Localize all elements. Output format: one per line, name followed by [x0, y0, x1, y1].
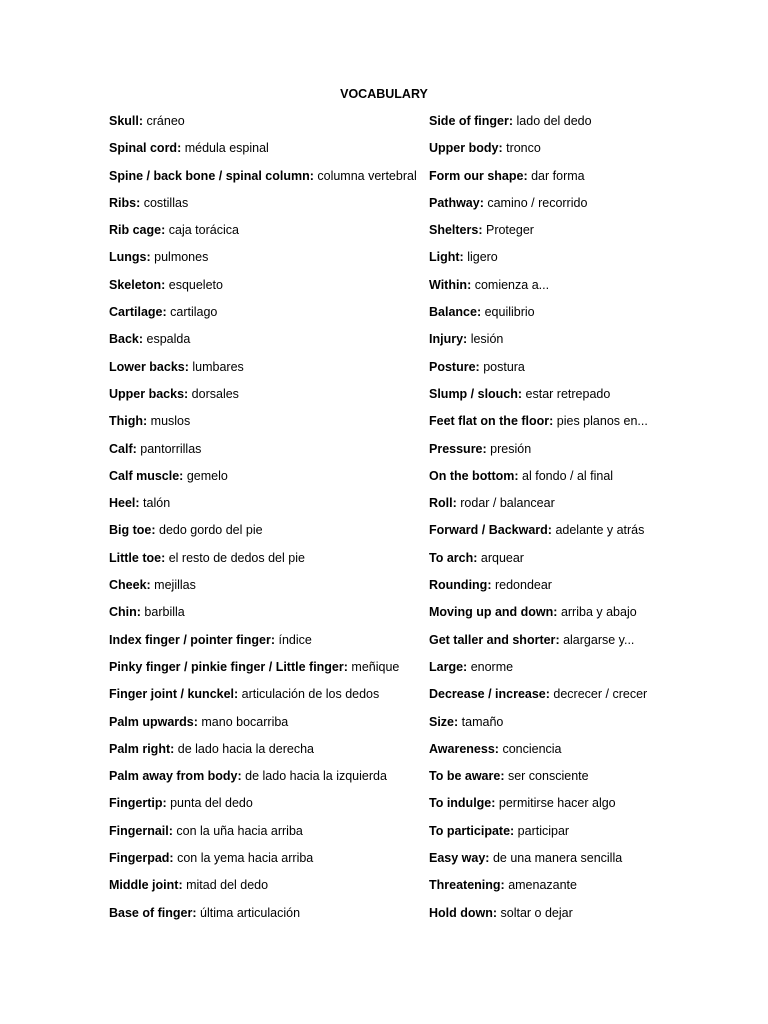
- vocabulary-translation: tronco: [506, 141, 541, 156]
- vocabulary-term: Fingernail: [109, 823, 169, 838]
- vocabulary-term: Index finger / pointer finger: [109, 632, 271, 647]
- vocabulary-entry: [429, 248, 759, 275]
- vocabulary-entry: [429, 194, 759, 221]
- vocabulary-translation: estar retrepado: [525, 386, 611, 401]
- vocabulary-entry: [109, 576, 429, 603]
- term-separator: :: [309, 168, 318, 183]
- vocabulary-entry: [429, 849, 759, 876]
- term-separator: :: [161, 223, 169, 238]
- vocabulary-translation: caja torácica: [168, 223, 239, 238]
- vocabulary-translation: adelante y atrás: [555, 523, 645, 538]
- vocabulary-entry: [109, 139, 429, 166]
- vocabulary-term: Little toe: [109, 550, 162, 565]
- vocabulary-term: Spinal cord: [109, 141, 178, 156]
- term-separator: :: [184, 359, 193, 374]
- vocabulary-translation: presión: [490, 441, 532, 456]
- vocabulary-translation: talón: [143, 496, 171, 511]
- term-separator: :: [162, 305, 171, 320]
- vocabulary-entry: [429, 631, 759, 658]
- vocabulary-translation: mano bocarriba: [201, 714, 289, 729]
- vocabulary-entry: [429, 521, 759, 548]
- vocabulary-term: Forward / Backward: [429, 523, 548, 538]
- vocabulary-translation: mitad del dedo: [186, 878, 269, 893]
- vocabulary-translation: participar: [517, 823, 570, 838]
- term-separator: :: [136, 605, 145, 620]
- vocabulary-entry: [109, 112, 429, 139]
- term-separator: :: [479, 195, 488, 210]
- vocabulary-column-left: [109, 112, 429, 931]
- vocabulary-entry: [429, 303, 759, 330]
- vocabulary-entry: [109, 276, 429, 303]
- vocabulary-entry: [109, 521, 429, 548]
- vocabulary-entry: [429, 904, 759, 931]
- term-separator: :: [143, 414, 151, 429]
- vocabulary-entry: [109, 658, 429, 685]
- vocabulary-translation: amenazante: [508, 878, 577, 893]
- vocabulary-column-right: [429, 112, 759, 931]
- term-separator: :: [459, 250, 468, 265]
- vocabulary-entry: [429, 767, 759, 794]
- vocabulary-term: Light: [429, 250, 460, 265]
- vocabulary-term: Posture: [429, 359, 476, 374]
- term-separator: :: [508, 114, 517, 128]
- term-separator: :: [454, 714, 462, 729]
- vocabulary-term: Moving up and down: [429, 605, 554, 620]
- vocabulary-translation: camino / recorrido: [487, 195, 588, 210]
- vocabulary-term: Finger joint / kunckel: [109, 687, 235, 702]
- vocabulary-entry: [109, 167, 429, 194]
- vocabulary-translation: de lado hacia la izquierda: [245, 769, 387, 784]
- term-separator: :: [343, 659, 352, 674]
- vocabulary-entry: [109, 631, 429, 658]
- vocabulary-translation: pulmones: [154, 250, 209, 265]
- vocabulary-entry: [429, 685, 759, 712]
- vocabulary-term: Cheek: [109, 578, 147, 593]
- term-separator: :: [234, 687, 242, 702]
- vocabulary-entry: [429, 139, 759, 166]
- term-separator: :: [485, 851, 493, 866]
- term-separator: :: [478, 223, 486, 238]
- vocabulary-term: Shelters: [429, 223, 479, 238]
- vocabulary-translation: columna vertebral: [317, 168, 417, 183]
- vocabulary-term: Cartilage: [109, 305, 163, 320]
- term-separator: :: [161, 550, 169, 565]
- term-separator: :: [523, 168, 532, 183]
- term-separator: :: [492, 905, 501, 920]
- term-separator: :: [510, 823, 518, 838]
- term-separator: :: [162, 796, 171, 811]
- vocabulary-translation: alargarse y...: [563, 632, 635, 647]
- term-separator: :: [135, 496, 144, 511]
- vocabulary-term: Feet flat on the floor: [429, 414, 550, 429]
- vocabulary-entry: [429, 794, 759, 821]
- vocabulary-entry: [429, 276, 759, 303]
- vocabulary-entry: [109, 385, 429, 412]
- vocabulary-entry: [429, 467, 759, 494]
- vocabulary-entry: [109, 740, 429, 767]
- vocabulary-term: Back: [109, 332, 139, 347]
- vocabulary-entry: [429, 494, 759, 521]
- vocabulary-term: Base of finger: [109, 905, 193, 920]
- vocabulary-entry: [429, 412, 759, 439]
- term-separator: :: [178, 878, 187, 893]
- vocabulary-term: Chin: [109, 605, 137, 620]
- term-separator: :: [500, 769, 508, 784]
- term-separator: :: [500, 878, 509, 893]
- term-separator: :: [270, 632, 279, 647]
- vocabulary-translation: cartilago: [170, 305, 218, 320]
- vocabulary-entry: [109, 849, 429, 876]
- vocabulary-entry: [109, 194, 429, 221]
- term-separator: :: [184, 386, 192, 401]
- term-separator: :: [146, 250, 155, 265]
- vocabulary-term: Lungs: [109, 250, 147, 265]
- vocabulary-entry: [109, 221, 429, 248]
- vocabulary-entry: [429, 440, 759, 467]
- vocabulary-term: Form our shape: [429, 168, 524, 183]
- vocabulary-term: Heel: [109, 496, 136, 511]
- term-separator: :: [491, 796, 499, 811]
- vocabulary-entry: [109, 876, 429, 903]
- term-separator: :: [136, 195, 144, 210]
- vocabulary-term: Pathway: [429, 195, 480, 210]
- vocabulary-term: Big toe: [109, 523, 152, 538]
- vocabulary-entry: [429, 549, 759, 576]
- term-separator: :: [138, 114, 147, 128]
- vocabulary-entry: [109, 822, 429, 849]
- vocabulary-translation: lesión: [470, 332, 504, 347]
- vocabulary-translation: esqueleto: [168, 277, 223, 292]
- term-separator: :: [494, 741, 503, 756]
- vocabulary-translation: con la uña hacia arriba: [176, 823, 303, 838]
- vocabulary-term: Pinky finger / pinkie finger / Little finger: [109, 659, 344, 674]
- vocabulary-term: Fingerpad: [109, 851, 170, 866]
- term-separator: :: [169, 851, 178, 866]
- vocabulary-term: Skeleton: [109, 277, 162, 292]
- vocabulary-translation: decrecer / crecer: [553, 687, 648, 702]
- vocabulary-translation: barbilla: [144, 605, 185, 620]
- vocabulary-term: Large: [429, 659, 464, 674]
- term-separator: :: [473, 550, 481, 565]
- vocabulary-translation: lumbares: [192, 359, 244, 374]
- vocabulary-term: On the bottom: [429, 468, 515, 483]
- vocabulary-term: Slump / slouch: [429, 386, 518, 401]
- vocabulary-translation: arquear: [480, 550, 524, 565]
- term-separator: :: [151, 523, 159, 538]
- vocabulary-translation: dar forma: [531, 168, 585, 183]
- term-separator: :: [555, 632, 564, 647]
- vocabulary-term: Ribs: [109, 195, 137, 210]
- vocabulary-term: Lower backs: [109, 359, 185, 374]
- vocabulary-translation: última articulación: [200, 905, 301, 920]
- page-title: VOCABULARY: [340, 87, 428, 101]
- vocabulary-translation: postura: [483, 359, 525, 374]
- vocabulary-term: Rib cage: [109, 223, 162, 238]
- vocabulary-entry: [429, 167, 759, 194]
- vocabulary-entry: [429, 330, 759, 357]
- vocabulary-translation: dedo gordo del pie: [159, 523, 263, 538]
- vocabulary-translation: rodar / balancear: [460, 496, 555, 511]
- vocabulary-entry: [109, 467, 429, 494]
- vocabulary-translation: médula espinal: [184, 141, 269, 156]
- vocabulary-translation: mejillas: [154, 578, 196, 593]
- vocabulary-term: Upper body: [429, 141, 499, 156]
- vocabulary-entry: [429, 822, 759, 849]
- vocabulary-entry: [109, 549, 429, 576]
- vocabulary-term: Within: [429, 277, 468, 292]
- vocabulary-translation: permitirse hacer algo: [498, 796, 616, 811]
- term-separator: :: [545, 687, 554, 702]
- term-separator: :: [467, 277, 475, 292]
- vocabulary-entry: [429, 876, 759, 903]
- vocabulary-term: Skull: [109, 114, 139, 128]
- vocabulary-entry: [109, 603, 429, 630]
- vocabulary-term: Side of finger: [429, 114, 509, 128]
- vocabulary-entry: [109, 412, 429, 439]
- vocabulary-term: To indulge: [429, 796, 492, 811]
- vocabulary-term: Roll: [429, 496, 453, 511]
- vocabulary-translation: con la yema hacia arriba: [177, 851, 314, 866]
- vocabulary-translation: punta del dedo: [170, 796, 253, 811]
- vocabulary-translation: ligero: [467, 250, 498, 265]
- vocabulary-translation: pies planos en...: [556, 414, 648, 429]
- vocabulary-translation: articulación de los dedos: [241, 687, 380, 702]
- vocabulary-term: Calf: [109, 441, 133, 456]
- vocabulary-translation: soltar o dejar: [500, 905, 573, 920]
- term-separator: :: [179, 468, 187, 483]
- vocabulary-term: Pressure: [429, 441, 483, 456]
- term-separator: :: [138, 332, 147, 347]
- vocabulary-translation: conciencia: [502, 741, 562, 756]
- term-separator: :: [482, 441, 491, 456]
- vocabulary-translation: tamaño: [461, 714, 504, 729]
- vocabulary-term: To participate: [429, 823, 511, 838]
- vocabulary-entry: [429, 740, 759, 767]
- vocabulary-entry: [109, 358, 429, 385]
- vocabulary-term: Calf muscle: [109, 468, 180, 483]
- vocabulary-term: Hold down: [429, 905, 493, 920]
- term-separator: :: [192, 905, 200, 920]
- vocabulary-term: Injury: [429, 332, 464, 347]
- vocabulary-term: Spine / back bone / spinal column: [109, 168, 310, 183]
- term-separator: :: [146, 578, 155, 593]
- term-separator: :: [161, 277, 169, 292]
- vocabulary-entry: [109, 767, 429, 794]
- vocabulary-entry: [429, 713, 759, 740]
- vocabulary-entry: [429, 221, 759, 248]
- term-separator: :: [170, 741, 178, 756]
- term-separator: :: [517, 386, 526, 401]
- vocabulary-term: Balance: [429, 305, 477, 320]
- vocabulary-entry: [109, 330, 429, 357]
- vocabulary-translation: gemelo: [186, 468, 228, 483]
- vocabulary-term: Middle joint: [109, 878, 179, 893]
- term-separator: :: [463, 332, 471, 347]
- term-separator: :: [476, 305, 485, 320]
- term-separator: :: [237, 769, 246, 784]
- vocabulary-entry: [429, 385, 759, 412]
- vocabulary-entry: [109, 794, 429, 821]
- vocabulary-term: Size: [429, 714, 455, 729]
- vocabulary-entry: [429, 358, 759, 385]
- term-separator: :: [193, 714, 202, 729]
- vocabulary-translation: Proteger: [485, 223, 534, 238]
- vocabulary-term: Rounding: [429, 578, 488, 593]
- vocabulary-translation: muslos: [150, 414, 191, 429]
- vocabulary-term: Threatening: [429, 878, 501, 893]
- term-separator: :: [547, 523, 556, 538]
- vocabulary-term: Awareness: [429, 741, 495, 756]
- vocabulary-term: Palm upwards: [109, 714, 194, 729]
- vocabulary-translation: espalda: [146, 332, 191, 347]
- vocabulary-translation: dorsales: [191, 386, 239, 401]
- term-separator: :: [553, 605, 561, 620]
- vocabulary-translation: lado del dedo: [516, 114, 592, 128]
- vocabulary-translation: comienza a...: [474, 277, 550, 292]
- term-separator: :: [549, 414, 557, 429]
- vocabulary-translation: de lado hacia la derecha: [177, 741, 314, 756]
- term-separator: :: [487, 578, 495, 593]
- vocabulary-term: To arch: [429, 550, 474, 565]
- vocabulary-translation: ser consciente: [507, 769, 589, 784]
- vocabulary-entry: [109, 494, 429, 521]
- vocabulary-entry: [429, 112, 759, 139]
- vocabulary-term: Fingertip: [109, 796, 163, 811]
- vocabulary-translation: cráneo: [146, 114, 185, 128]
- vocabulary-translation: pantorrillas: [140, 441, 202, 456]
- vocabulary-translation: al fondo / al final: [522, 468, 614, 483]
- vocabulary-term: To be aware: [429, 769, 501, 784]
- vocabulary-translation: enorme: [470, 659, 514, 674]
- term-separator: :: [132, 441, 141, 456]
- vocabulary-term: Get taller and shorter: [429, 632, 556, 647]
- vocabulary-term: Palm right: [109, 741, 171, 756]
- vocabulary-entry: [109, 685, 429, 712]
- vocabulary-term: Decrease / increase: [429, 687, 546, 702]
- vocabulary-term: Easy way: [429, 851, 486, 866]
- vocabulary-translation: redondear: [494, 578, 552, 593]
- vocabulary-term: Thigh: [109, 414, 144, 429]
- vocabulary-entry: [109, 303, 429, 330]
- vocabulary-translation: arriba y abajo: [560, 605, 637, 620]
- vocabulary-entry: [429, 658, 759, 685]
- term-separator: :: [452, 496, 461, 511]
- vocabulary-translation: de una manera sencilla: [492, 851, 623, 866]
- term-separator: :: [177, 141, 185, 156]
- vocabulary-translation: meñique: [351, 659, 400, 674]
- vocabulary-entry: [109, 904, 429, 931]
- term-separator: :: [168, 823, 177, 838]
- vocabulary-term: Upper backs: [109, 386, 185, 401]
- term-separator: :: [475, 359, 484, 374]
- vocabulary-translation: costillas: [143, 195, 189, 210]
- vocabulary-translation: equilibrio: [484, 305, 535, 320]
- vocabulary-entry: [109, 440, 429, 467]
- vocabulary-entry: [429, 576, 759, 603]
- term-separator: :: [463, 659, 471, 674]
- term-separator: :: [498, 141, 507, 156]
- vocabulary-entry: [109, 713, 429, 740]
- vocabulary-entry: [109, 248, 429, 275]
- vocabulary-translation: el resto de dedos del pie: [168, 550, 305, 565]
- term-separator: :: [514, 468, 523, 483]
- vocabulary-translation: índice: [278, 632, 312, 647]
- vocabulary-entry: [429, 603, 759, 630]
- vocabulary-term: Palm away from body: [109, 769, 238, 784]
